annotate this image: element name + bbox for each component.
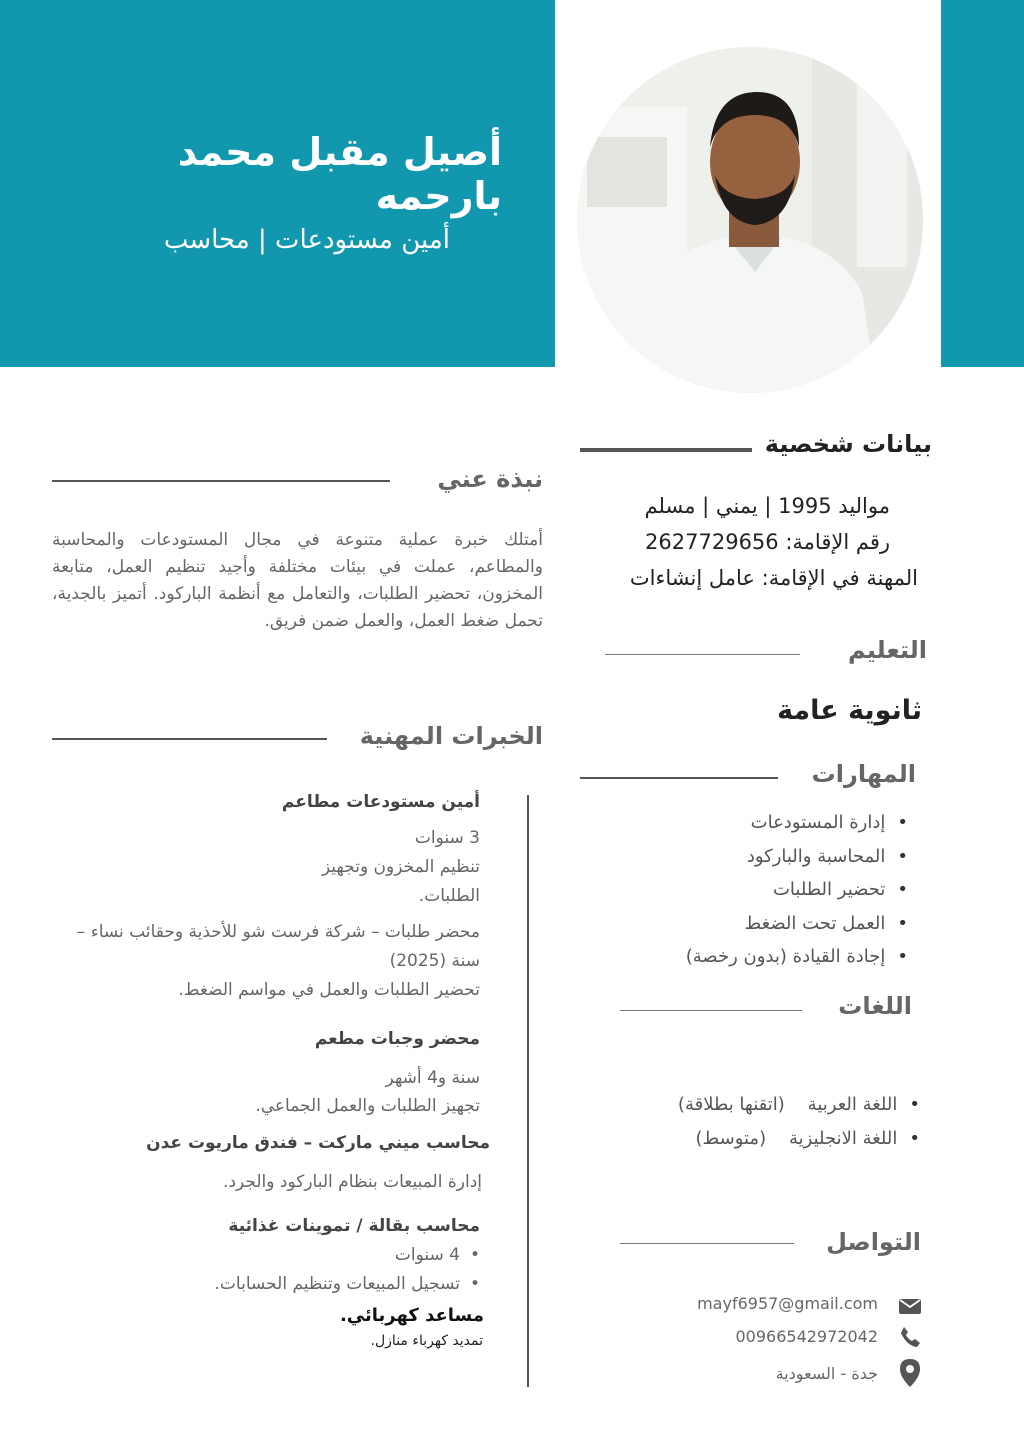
job2-title: محضر وجبات مطعم xyxy=(314,1029,480,1049)
personal-iqama: رقم الإقامة: 2627729656 xyxy=(645,530,890,554)
person-name: أصيل مقبل محمد بارحمه xyxy=(177,130,502,218)
personal-divider xyxy=(580,448,752,452)
job1-role2-desc: تحضير الطلبات والعمل في مواسم الضغط. xyxy=(178,980,480,1000)
contact-section-title: التواصل xyxy=(826,1228,921,1256)
contact-phone[interactable]: 00966542972042 xyxy=(735,1327,878,1346)
personal-info-profession xyxy=(580,560,918,596)
contact-location: جدة - السعودية xyxy=(775,1364,878,1383)
job1-role2-year: سنة (2025) xyxy=(389,951,480,971)
about-section-title: نبذة عني xyxy=(437,465,543,493)
education-degree: ثانوية عامة xyxy=(777,695,922,726)
contact-email[interactable]: mayf6957@gmail.com xyxy=(697,1294,878,1313)
skills-section-title: المهارات xyxy=(811,760,916,788)
job2-desc: تجهيز الطلبات والعمل الجماعي. xyxy=(255,1096,480,1116)
job3-desc: إدارة المبيعات بنظام الباركود والجرد. xyxy=(223,1172,482,1192)
job4-bullet: • 4 سنوات xyxy=(150,1241,480,1270)
contact-divider xyxy=(620,1243,794,1244)
about-text: أمتلك خبرة عملية متنوعة في مجال المستودعات والمحاسبة والمطاعم، عملت في بيئات مختلفة وأجيد تنظيم العمل، متابعة المخزون، تحضير الطلبات، والتعامل مع أنظمة الباركود. أتميز بالجدية، تحمل ضغط العمل، والعمل ضمن فريق. xyxy=(52,530,543,631)
job1-title: أمين مستودعات مطاعم xyxy=(281,792,480,812)
skill-item: • إدارة المستودعات xyxy=(640,806,908,840)
job4-title: محاسب بقالة / تموينات غذائية xyxy=(228,1216,480,1236)
job1-duration: 3 سنوات xyxy=(414,828,480,848)
experience-divider xyxy=(52,738,327,740)
languages-section-title: اللغات xyxy=(838,992,912,1020)
language-item: • اللغة الانجليزية (متوسط) xyxy=(640,1122,920,1156)
skill-item: • إجادة القيادة (بدون رخصة) xyxy=(640,940,908,974)
personal-info xyxy=(590,488,890,560)
languages-list xyxy=(640,1088,920,1155)
mail-icon xyxy=(898,1294,922,1318)
job1-desc: تنظيم المخزون وتجهيز xyxy=(321,857,480,877)
education-divider xyxy=(605,654,800,655)
job1-desc-cont: الطلبات. xyxy=(418,886,480,906)
skills-list xyxy=(640,806,908,974)
skill-item: • تحضير الطلبات xyxy=(640,873,908,907)
job4-bullets xyxy=(150,1241,480,1299)
about-divider xyxy=(52,480,390,482)
education-section-title: التعليم xyxy=(848,636,927,664)
job5-title: مساعد كهربائي. xyxy=(339,1305,484,1326)
job2-duration: سنة و4 أشهر xyxy=(385,1068,480,1088)
profile-photo xyxy=(577,47,923,393)
header-side-bar xyxy=(941,0,1024,367)
personal-section-title: بيانات شخصية xyxy=(764,430,932,458)
phone-icon xyxy=(898,1325,922,1349)
job4-bullet: • تسجيل المبيعات وتنظيم الحسابات. xyxy=(150,1270,480,1299)
job5-desc: تمديد كهرباء منازل. xyxy=(370,1333,483,1349)
skill-item: • العمل تحت الضغط xyxy=(640,907,908,941)
experience-section-title: الخبرات المهنية xyxy=(359,722,543,750)
languages-divider xyxy=(620,1010,802,1011)
language-item: • اللغة العربية (اتقنها بطلاقة) xyxy=(640,1088,920,1122)
personal-profession: المهنة في الإقامة: عامل إنشاءات xyxy=(629,566,918,590)
skill-item: • المحاسبة والباركود xyxy=(640,840,908,874)
personal-birth: مواليد 1995 | يمني | مسلم xyxy=(644,494,890,518)
job-title: أمين مستودعات | محاسب xyxy=(163,225,450,255)
skills-divider xyxy=(580,777,778,779)
job3-title: محاسب ميني ماركت – فندق ماريوت عدن xyxy=(146,1133,490,1153)
job1-role2: محضر طلبات – شركة فرست شو للأحذية وحقائب نساء – xyxy=(76,922,480,942)
location-pin-icon xyxy=(898,1358,922,1388)
experience-timeline xyxy=(527,795,529,1387)
